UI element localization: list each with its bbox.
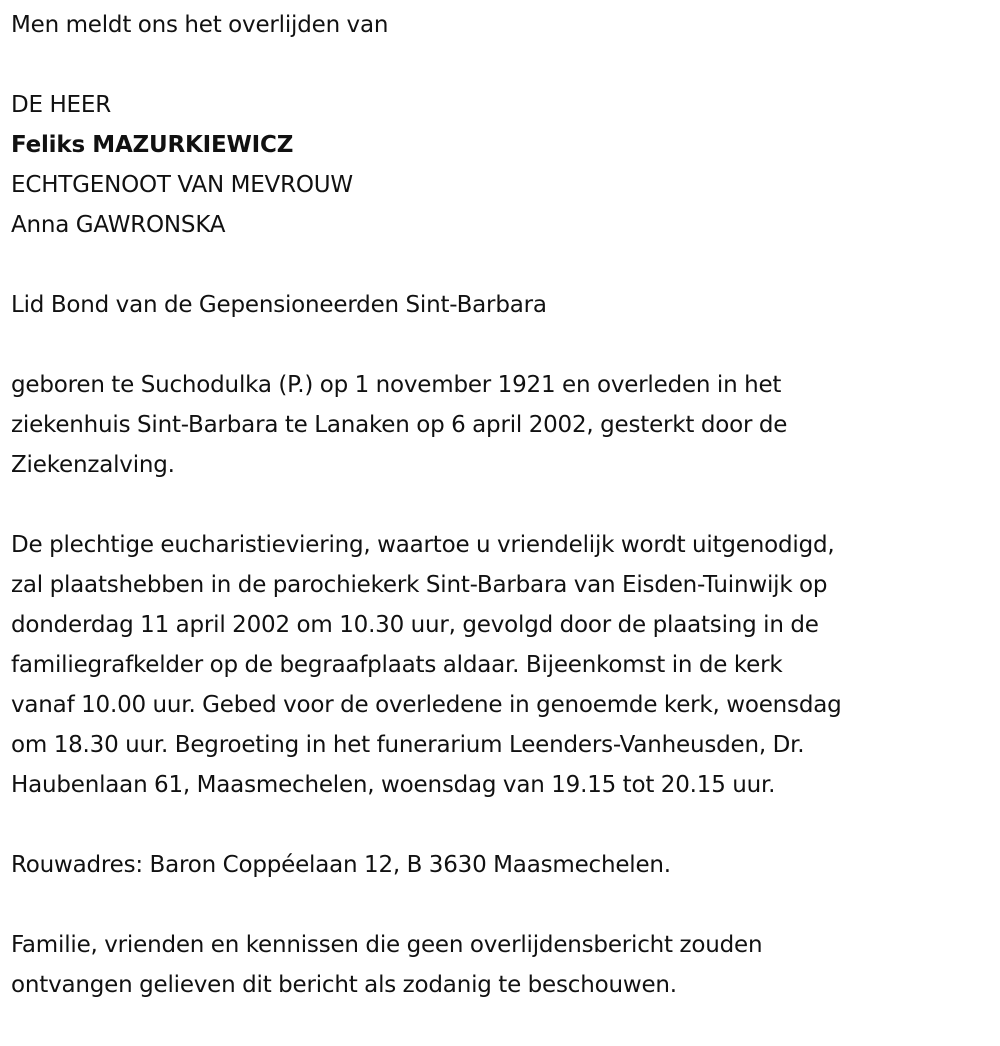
- spacer: [11, 885, 996, 925]
- ceremony-line: Haubenlaan 61, Maasmechelen, woensdag van 19.15 tot 20.15 uur.: [11, 772, 776, 798]
- ceremony-line: donderdag 11 april 2002 om 10.30 uur, gevolgd door de plaatsing in de: [11, 612, 819, 638]
- deceased-first-name: Feliks: [11, 132, 85, 158]
- ceremony-line: familiegrafkelder op de begraafplaats aldaar. Bijeenkomst in de kerk: [11, 652, 783, 678]
- spacer: [11, 45, 996, 85]
- spacer: [11, 245, 996, 285]
- ceremony-paragraph: [11, 525, 996, 805]
- birth-death-line: ziekenhuis Sint-Barbara te Lanaken op 6 april 2002, gesterkt door de: [11, 412, 788, 438]
- spacer: [11, 805, 996, 845]
- birth-death-line: geboren te Suchodulka (P.) op 1 november 1921 en overleden in het: [11, 372, 782, 398]
- ceremony-line: zal plaatshebben in de parochiekerk Sint-Barbara van Eisden-Tuinwijk op: [11, 572, 828, 598]
- spouse-label: ECHTGENOOT VAN MEVROUW: [11, 172, 353, 198]
- spouse-name: Anna GAWRONSKA: [11, 212, 226, 238]
- membership-text: Lid Bond van de Gepensioneerden Sint-Barbara: [11, 292, 547, 318]
- ceremony-line: om 18.30 uur. Begroeting in het funerarium Leenders-Vanheusden, Dr.: [11, 732, 805, 758]
- death-notice: [11, 0, 996, 1005]
- ceremony-line: De plechtige eucharistieviering, waartoe u vriendelijk wordt uitgenodigd,: [11, 532, 835, 558]
- spacer: [11, 485, 996, 525]
- spacer: [11, 325, 996, 365]
- closing-line: Familie, vrienden en kennissen die geen overlijdensbericht zouden: [11, 932, 763, 958]
- closing-paragraph: [11, 925, 996, 1005]
- ceremony-line: vanaf 10.00 uur. Gebed voor de overledene in genoemde kerk, woensdag: [11, 692, 842, 718]
- closing-line: ontvangen gelieven dit bericht als zodanig te beschouwen.: [11, 972, 677, 998]
- deceased-last-name: MAZURKIEWICZ: [92, 132, 294, 158]
- deceased-name: [11, 125, 996, 165]
- intro-text: Men meldt ons het overlijden van: [11, 12, 389, 38]
- deceased-title: DE HEER: [11, 92, 111, 118]
- birth-death-paragraph: [11, 365, 996, 485]
- mourning-address: Rouwadres: Baron Coppéelaan 12, B 3630 Maasmechelen.: [11, 852, 671, 878]
- birth-death-line: Ziekenzalving.: [11, 452, 175, 478]
